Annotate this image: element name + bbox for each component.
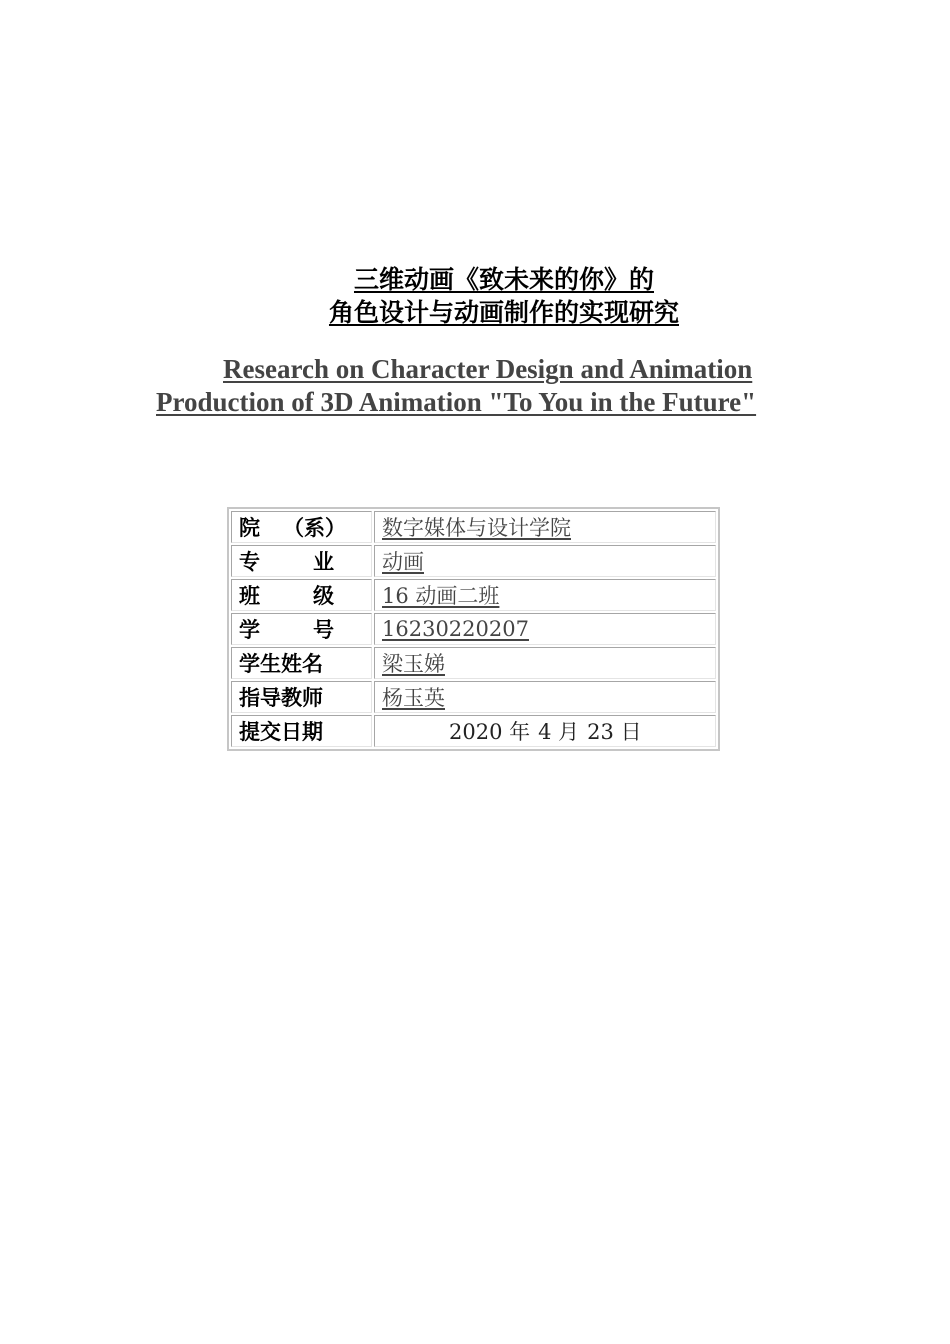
advisor-label: 指导教师	[231, 681, 372, 713]
date-year: 2020 年	[449, 720, 531, 744]
table-row	[231, 545, 716, 577]
table-row	[231, 647, 716, 679]
table-row	[231, 715, 716, 747]
student-id-label: 学 号	[231, 613, 372, 645]
advisor-value: 杨玉英	[374, 681, 716, 713]
student-info-table	[227, 507, 720, 751]
class-label: 班 级	[231, 579, 372, 611]
major-value: 动画	[374, 545, 716, 577]
date-day: 23 日	[587, 720, 642, 744]
submit-date-label: 提交日期	[231, 715, 372, 747]
table-row	[231, 681, 716, 713]
table-row	[231, 579, 716, 611]
table-row	[231, 613, 716, 645]
college-label: 院 （系）	[231, 511, 372, 543]
college-value: 数字媒体与设计学院	[374, 511, 716, 543]
table-row	[231, 511, 716, 543]
date-month: 4 月	[538, 720, 580, 744]
student-name-label: 学生姓名	[231, 647, 372, 679]
chinese-title-line-2: 角色设计与动画制作的实现研究	[328, 298, 679, 327]
english-title-line-1: Research on Character Design and Animation	[223, 354, 753, 384]
student-id-value: 16230220207	[374, 613, 716, 645]
major-label: 专 业	[231, 545, 372, 577]
english-title-line-2: Production of 3D Animation "To You in the Future"	[156, 387, 757, 417]
student-name-value: 梁玉娣	[374, 647, 716, 679]
chinese-title-line-1: 三维动画《致未来的你》的	[353, 265, 654, 294]
submit-date-value	[374, 715, 716, 747]
class-value: 16 动画二班	[374, 579, 716, 611]
